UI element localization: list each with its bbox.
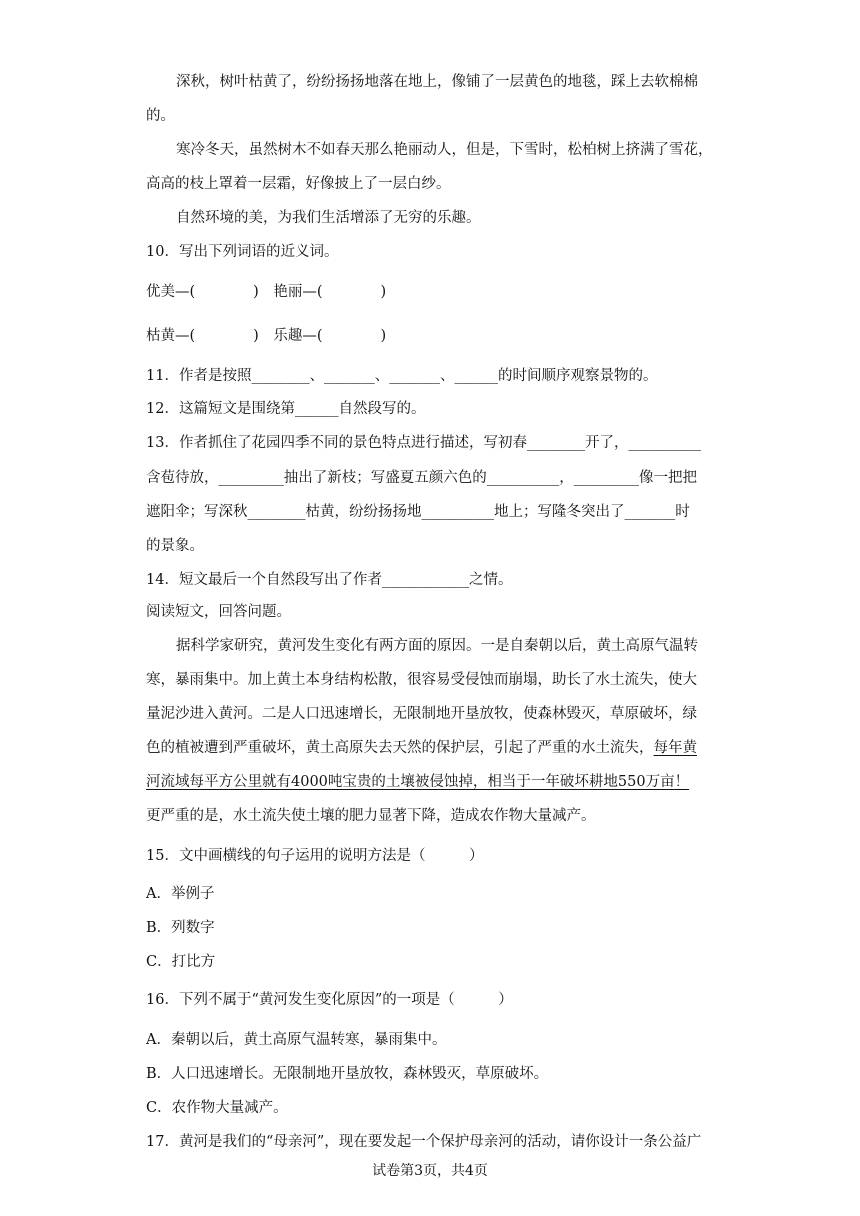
reading-passage-line3: 量泥沙进入黄河。二是人口迅速增长，无限制地开垦放牧，使森林毁灭，草原破坏，绿 (146, 706, 697, 722)
question-10-row1: 优美—( ) 艳丽—( ) (146, 284, 387, 300)
page-footer: 试卷第3页，共4页 (372, 1163, 488, 1179)
question-16-option-a[interactable]: A．秦朝以后，黄土高原气温转寒，暴雨集中。 (146, 1032, 447, 1048)
passage-autumn-line1: 深秋，树叶枯黄了，纷纷扬扬地落在地上，像铺了一层黄色的地毯，踩上去软棉棉 (176, 74, 698, 90)
question-13-line2: 含苞待放，_________抽出了新枝；写盛夏五颜六色的__________，_________像一把把 (146, 470, 697, 486)
question-17-stem: 17．黄河是我们的“母亲河”，现在要发起一个保护母亲河的活动，请你设计一条公益广 (146, 1134, 702, 1150)
question-14: 14．短文最后一个自然段写出了作者____________之情。 (146, 572, 513, 588)
passage-autumn-line2: 的。 (146, 108, 175, 124)
question-10-row2: 枯黄—( ) 乐趣—( ) (146, 328, 387, 344)
question-15-stem: 15．文中画横线的句子运用的说明方法是（ ） (146, 848, 484, 864)
question-13-line4: 的景象。 (146, 538, 204, 554)
question-15-option-b[interactable]: B．列数字 (146, 920, 215, 936)
underlined-sentence: 河流域每平方公里就有4000吨宝贵的土壤被侵蚀掉，相当于一年破坏耕地550万亩！ (146, 774, 690, 790)
question-11: 11．作者是按照________、_______、_______、______的时间顺序观察景物的。 (146, 368, 658, 384)
passage-winter-line2: 高高的枝上罩着一层霜，好像披上了一层白纱。 (146, 176, 451, 192)
question-16-option-c[interactable]: C．农作物大量减产。 (146, 1100, 288, 1116)
reading-passage-line1: 据科学家研究，黄河发生变化有两方面的原因。一是自秦朝以后，黄土高原气温转 (176, 638, 698, 654)
reading-passage-line2: 寒，暴雨集中。加上黄土本身结构松散，很容易受侵蚀而崩塌，助长了水土流失，使大 (146, 672, 697, 688)
question-15-option-a[interactable]: A．举例子 (146, 886, 215, 902)
reading-passage-line4 (146, 738, 697, 758)
question-16-option-b[interactable]: B．人口迅速增长。无限制地开垦放牧，森林毁灭，草原破坏。 (146, 1066, 549, 1082)
question-13-line3: 遮阳伞；写深秋________枯黄，纷纷扬扬地__________地上；写隆冬突出了_______时 (146, 504, 690, 520)
question-12: 12．这篇短文是围绕第______自然段写的。 (146, 401, 426, 417)
passage-conclusion: 自然环境的美，为我们生活增添了无穷的乐趣。 (176, 210, 481, 226)
passage-text: 色的植被遭到严重破坏，黄土高原失去天然的保护层，引起了严重的水土流失， (146, 740, 654, 756)
question-13-line1: 13．作者抓住了花园四季不同的景色特点进行描述，写初春________开了，__________ (146, 435, 701, 451)
question-10-stem: 10．写出下列词语的近义词。 (146, 244, 339, 260)
reading-instruction: 阅读短文，回答问题。 (146, 604, 291, 620)
passage-winter-line1: 寒冷冬天，虽然树木不如春天那么艳丽动人，但是，下雪时，松柏树上挤满了雪花， (176, 142, 713, 158)
question-15-option-c[interactable]: C．打比方 (146, 954, 216, 970)
question-16-stem: 16．下列不属于“黄河发生变化原因”的一项是（ ） (146, 992, 513, 1008)
underlined-sentence-start: 每年黄 (653, 740, 697, 756)
reading-passage-line6: 更严重的是，水土流失使土壤的肥力显著下降，造成农作物大量减产。 (146, 808, 596, 824)
